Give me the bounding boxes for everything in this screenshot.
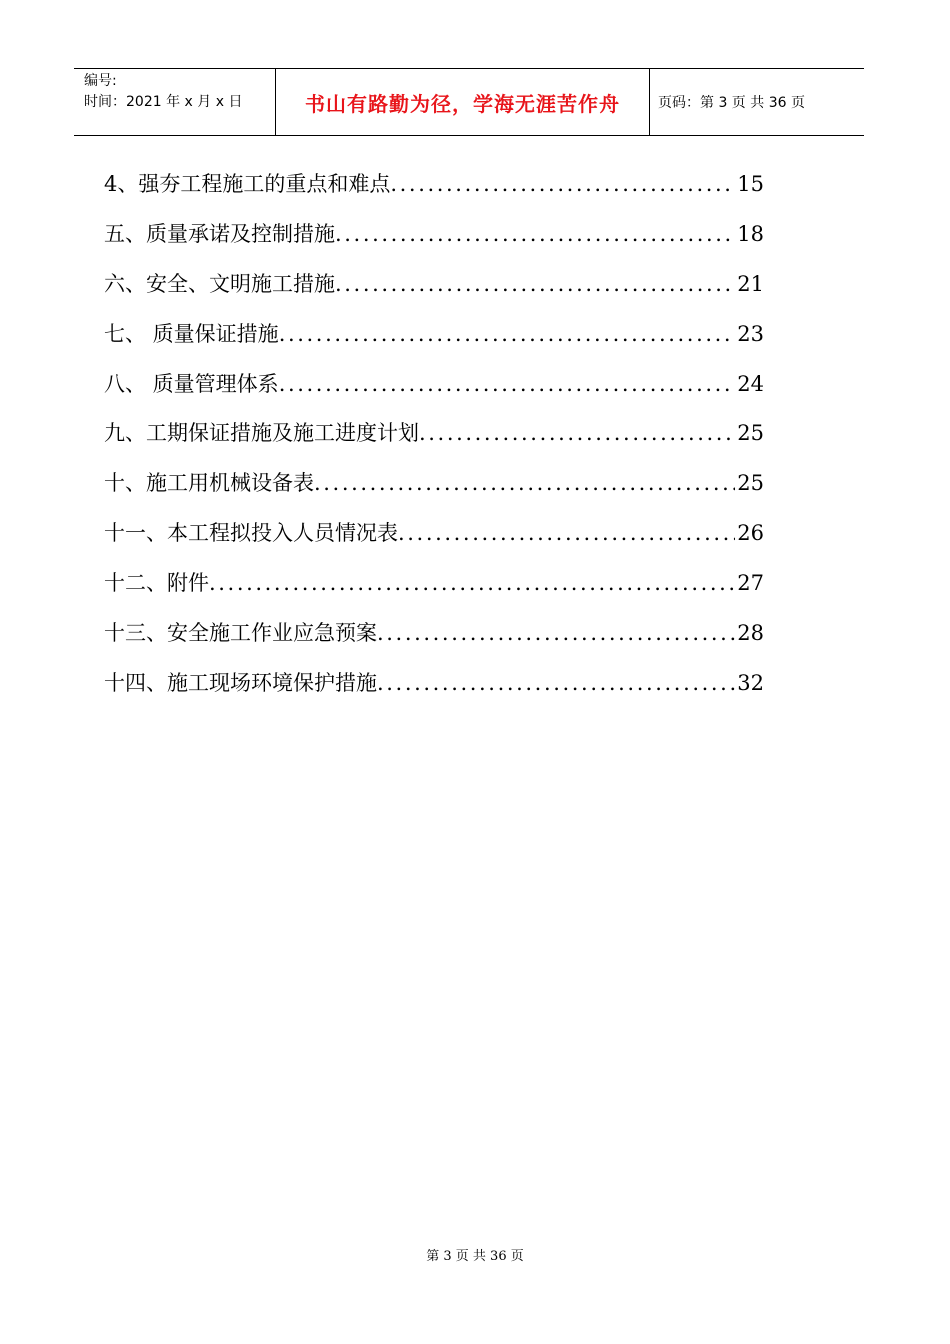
toc-leader-dots [377,671,735,695]
toc-entry[interactable] [104,318,764,368]
toc-entry-title: 十四、施工现场环境保护措施 [104,670,377,695]
toc-leader-dots [335,222,735,246]
header-info-cell [74,69,276,135]
toc-entry-title: 十三、安全施工作业应急预案 [104,621,377,646]
toc-entry-title: 十一、本工程拟投入人员情况表 [104,521,398,546]
toc-entry[interactable] [104,368,764,418]
toc-entry-title: 七、 质量保证措施 [104,321,279,346]
time-label: 时间：2021 年 x 月 x 日 [84,94,243,110]
toc-leader-dots [279,372,736,396]
toc-entry[interactable] [104,567,764,617]
document-header [74,68,864,136]
toc-entry[interactable] [104,218,764,268]
toc-leader-dots [419,421,735,445]
header-motto: 书山有路勤为径，学海无涯苦作舟 [276,69,650,135]
toc-entry-title: 六、安全、文明施工措施 [104,271,335,296]
toc-leader-dots [377,621,735,645]
toc-entry[interactable] [104,467,764,517]
number-label: 编号: [84,73,117,89]
toc-leader-dots [390,172,735,196]
toc-leader-dots [279,322,736,346]
toc-entry-page: 18 [737,221,764,246]
toc-entry-title: 十、施工用机械设备表 [104,471,314,496]
toc-entry-title: 五、质量承诺及控制措施 [104,221,335,246]
toc-entry-title: 十二、附件 [104,571,209,596]
toc-entry-title: 九、工期保证措施及施工进度计划 [104,421,419,446]
toc-leader-dots [314,471,735,495]
toc-entry-page: 23 [737,321,764,346]
toc-entry-page: 24 [737,371,764,396]
header-page-code: 页码：第 3 页 共 36 页 [658,95,805,111]
table-of-contents [104,168,764,717]
page-footer [0,1245,950,1264]
toc-entry[interactable] [104,667,764,717]
toc-entry[interactable] [104,517,764,567]
toc-entry-page: 21 [737,271,764,296]
toc-entry-page: 26 [737,521,764,546]
toc-entry-page: 25 [737,471,764,496]
toc-entry-page: 15 [737,172,764,196]
toc-entry-page: 28 [737,621,764,646]
toc-leader-dots [335,272,735,296]
toc-entry[interactable] [104,417,764,467]
toc-entry-page: 25 [737,421,764,446]
toc-entry-page: 27 [737,571,764,596]
toc-entry[interactable] [104,617,764,667]
toc-entry[interactable] [104,168,764,218]
toc-leader-dots [209,571,735,595]
toc-entry-page: 32 [737,670,764,695]
toc-leader-dots [398,521,735,545]
footer-page-number: 第 3 页 共 36 页 [426,1249,524,1264]
toc-entry[interactable] [104,268,764,318]
toc-entry-title: 4、强夯工程施工的重点和难点 [104,172,391,196]
toc-entry-title: 八、 质量管理体系 [104,371,279,396]
